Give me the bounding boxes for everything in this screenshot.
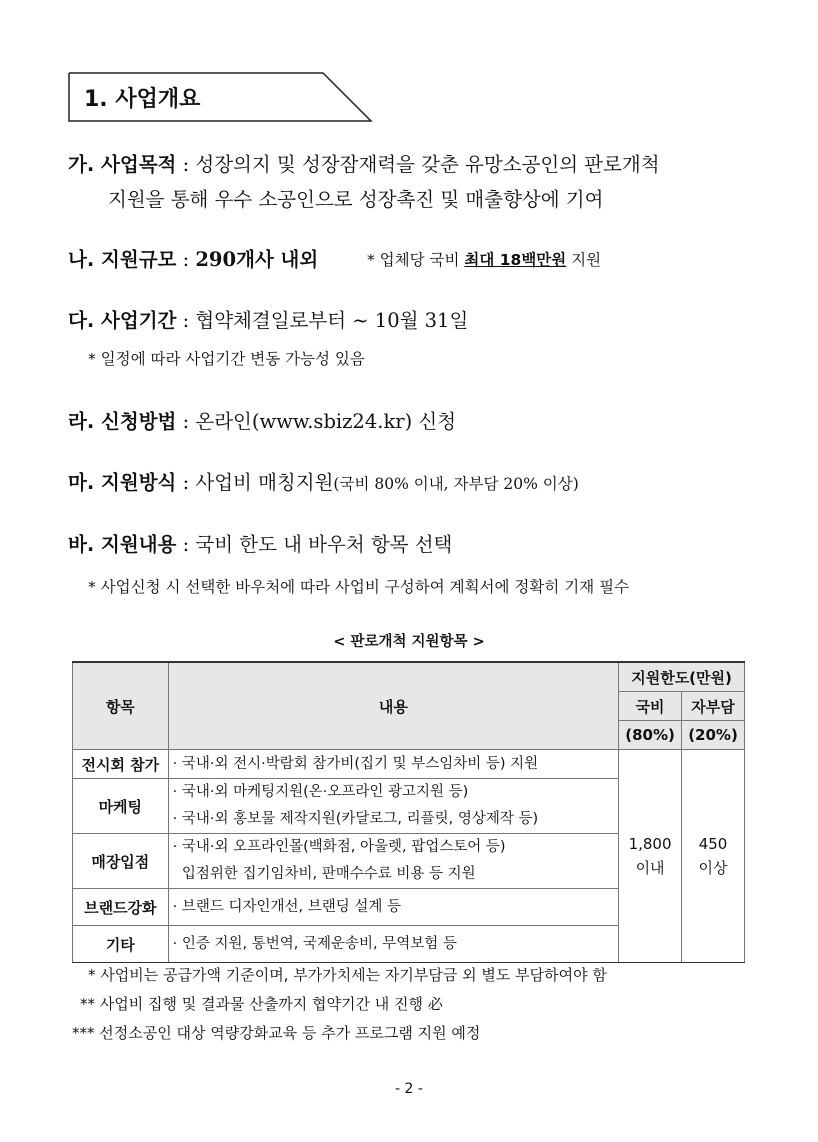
footnote-3: *** 선정소공인 대상 역량강화교육 등 추가 프로그램 지원 예정	[72, 1024, 481, 1042]
row-content: · 국내·외 전시·박람회 참가비(집기 및 부스임차비 등) 지원	[168, 750, 618, 779]
row-content: · 국내·외 오프라인몰(백화점, 아울렛, 팝업스토어 등) 입점위한 집기임차비, 판매수수료 비용 등 지원	[168, 834, 618, 889]
header-gov: 국비	[619, 692, 682, 721]
max-support-amount: 최대 18백만원	[464, 251, 567, 269]
item-support-type: 마. 지원방식 : 사업비 매칭지원(국비 80% 이내, 자부담 20% 이상)	[68, 471, 579, 494]
item-period-text: 협약체결일로부터 ~ 10월 31일	[195, 309, 469, 332]
row-item: 브랜드강화	[73, 889, 169, 926]
item-support-content: 바. 지원내용 : 국비 한도 내 바우처 항목 선택	[68, 533, 453, 556]
item-scale: 나. 지원규모 : 290개사 내외	[68, 248, 319, 271]
self-burden-amount: 450 이상	[682, 750, 745, 963]
table-caption: < 판로개척 지원항목 >	[333, 634, 485, 650]
header-self-ratio: (20%)	[682, 721, 745, 750]
row-content: · 브랜드 디자인개선, 브랜딩 설계 등	[168, 889, 618, 926]
item-scale-note: * 업체당 국비 최대 18백만원 지원	[367, 251, 602, 269]
item-purpose-head: 가. 사업목적	[68, 153, 177, 176]
item-period-note: * 일정에 따라 사업기간 변동 가능성 있음	[88, 350, 365, 368]
item-support-type-text: 사업비 매칭지원	[195, 471, 334, 494]
header-content: 내용	[168, 662, 618, 750]
section-title: 1. 사업개요	[84, 87, 201, 112]
item-purpose-text-2: 지원을 통해 우수 소공인으로 성장촉진 및 매출향상에 기여	[108, 188, 604, 211]
row-item: 전시회 참가	[73, 750, 169, 779]
item-period: 다. 사업기간 : 협약체결일로부터 ~ 10월 31일	[68, 309, 469, 332]
row-item: 기타	[73, 926, 169, 963]
item-purpose: 가. 사업목적 : 성장의지 및 성장잠재력을 갖춘 유망소공인의 판로개척	[68, 153, 660, 176]
gov-limit-amount: 1,800 이내	[619, 750, 682, 963]
item-apply-method: 라. 신청방법 : 온라인(www.sbiz24.kr) 신청	[68, 410, 457, 433]
table-row	[73, 750, 745, 779]
row-content: · 인증 지원, 통번역, 국제운송비, 무역보험 등	[168, 926, 618, 963]
section-title-box	[68, 72, 373, 122]
item-purpose-text: 성장의지 및 성장잠재력을 갖춘 유망소공인의 판로개척	[195, 153, 660, 176]
item-support-type-ratio: (국비 80% 이내, 자부담 20% 이상)	[333, 475, 579, 493]
header-self: 자부담	[682, 692, 745, 721]
item-scale-value: 290개사 내외	[195, 248, 319, 271]
footnote-1: * 사업비는 공급가액 기준이며, 부가가치세는 자기부담금 외 별도 부담하여야 함	[88, 966, 607, 984]
row-content: · 국내·외 마케팅지원(온·오프라인 광고지원 등) · 국내·외 홍보물 제작지원(카달로그, 리플릿, 영상제작 등)	[168, 779, 618, 834]
footnote-2: ** 사업비 집행 및 결과물 산출까지 협약기간 내 진행 必	[80, 995, 443, 1013]
item-apply-method-text: 온라인(www.sbiz24.kr) 신청	[195, 410, 457, 433]
row-item: 매장입점	[73, 834, 169, 889]
item-support-content-text: 국비 한도 내 바우처 항목 선택	[195, 533, 453, 556]
item-support-content-note: * 사업신청 시 선택한 바우처에 따라 사업비 구성하여 계획서에 정확히 기재 필수	[88, 578, 630, 596]
support-items-table	[72, 661, 745, 963]
header-limit: 지원한도(만원)	[619, 662, 745, 692]
header-gov-ratio: (80%)	[619, 721, 682, 750]
page-number: - 2 -	[395, 1081, 423, 1097]
row-item: 마케팅	[73, 779, 169, 834]
header-item: 항목	[73, 662, 169, 750]
